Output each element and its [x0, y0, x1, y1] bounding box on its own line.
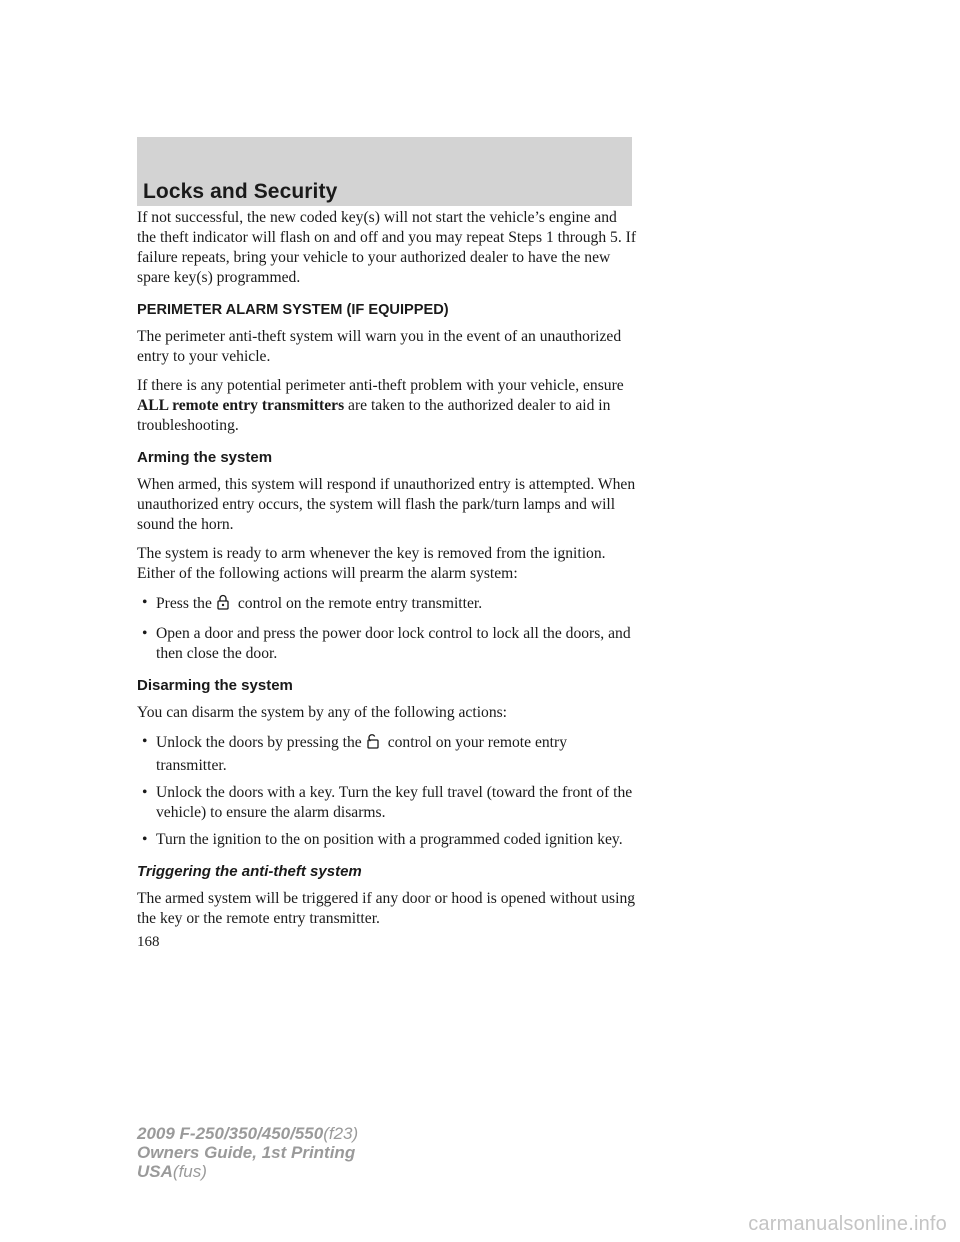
perimeter-p2-text-after: are taken to the authorized dealer to aid in troubleshooting. — [137, 397, 611, 434]
bullet-dot: • — [142, 625, 148, 642]
perimeter-paragraph-2 — [137, 376, 637, 436]
disarming-bullet-1-text-after: control on your remote entry transmitter. — [156, 734, 567, 774]
footer-market: USA — [137, 1162, 173, 1181]
lock-icon — [214, 593, 232, 617]
footer-line-2: Owners Guide, 1st Printing — [137, 1143, 356, 1162]
arming-paragraph-2: The system is ready to arm whenever the key is removed from the ignition. Either of the following actions will prearm the alarm system: — [137, 545, 606, 582]
footer-line-3 — [137, 1162, 358, 1181]
arming-heading: Arming the system — [137, 449, 273, 466]
arming-bullet-2-text: Open a door and press the power door lock control to lock all the doors, and then close the door. — [156, 625, 631, 662]
page-content — [137, 208, 637, 938]
disarming-bullet-2-text: Unlock the doors with a key. Turn the key full travel (toward the front of the vehicle) to ensure the alarm disarms. — [156, 784, 633, 821]
perimeter-alarm-heading: PERIMETER ALARM SYSTEM (IF EQUIPPED) — [137, 302, 449, 318]
perimeter-p2-text-before: If there is any potential perimeter anti-theft problem with your vehicle, ensure — [137, 377, 624, 394]
intro-paragraph: If not successful, the new coded key(s) will not start the vehicle’s engine and the theft indicator will flash on and off and you may repeat Steps 1 through 5. If failure repeats, bring your vehicle to your authorized dealer to have the new spare key(s) programmed. — [137, 209, 637, 286]
watermark: carmanualsonline.info — [748, 1213, 947, 1235]
triggering-paragraph-1: The armed system will be triggered if any door or hood is opened without using the key or the remote entry transmitter. — [137, 890, 636, 927]
arming-bullet-1 — [137, 593, 637, 617]
perimeter-paragraph-1: The perimeter anti-theft system will warn you in the event of an unauthorized entry to your vehicle. — [137, 328, 622, 365]
bullet-dot: • — [142, 594, 148, 611]
footer-market-code: (fus) — [172, 1162, 207, 1181]
document-footer — [137, 1124, 358, 1181]
disarming-bullet-1-text-before: Unlock the doors by pressing the — [156, 734, 362, 751]
footer-line-1 — [137, 1124, 358, 1143]
arming-paragraph-1: When armed, this system will respond if unauthorized entry is attempted. When unauthorized entry occurs, the system will flash the park/turn lamps and will sound the horn. — [137, 476, 636, 533]
disarming-paragraph-1: You can disarm the system by any of the following actions: — [137, 704, 508, 721]
disarming-heading: Disarming the system — [137, 677, 293, 694]
disarming-bullet-3-text: Turn the ignition to the on position with a programmed coded ignition key. — [156, 831, 623, 848]
arming-bullet-1-text-after: control on the remote entry transmitter. — [237, 595, 483, 612]
arming-bullet-1-text-before: Press the — [156, 595, 212, 612]
unlock-icon — [364, 732, 382, 756]
perimeter-p2-bold-text: ALL remote entry transmitters — [137, 397, 345, 414]
bullet-dot: • — [142, 733, 148, 750]
disarming-bullet-3 — [137, 830, 637, 850]
bullet-dot: • — [142, 831, 148, 848]
disarming-bullet-2 — [137, 783, 637, 823]
footer-model: 2009 F-250/350/450/550 — [137, 1124, 324, 1143]
disarming-bullet-1 — [137, 732, 637, 776]
triggering-heading: Triggering the anti-theft system — [137, 863, 362, 880]
page-number: 168 — [137, 934, 160, 950]
section-title: Locks and Security — [143, 180, 338, 203]
arming-bullet-2 — [137, 624, 637, 664]
bullet-dot: • — [142, 784, 148, 801]
footer-model-code: (f23) — [323, 1124, 359, 1143]
